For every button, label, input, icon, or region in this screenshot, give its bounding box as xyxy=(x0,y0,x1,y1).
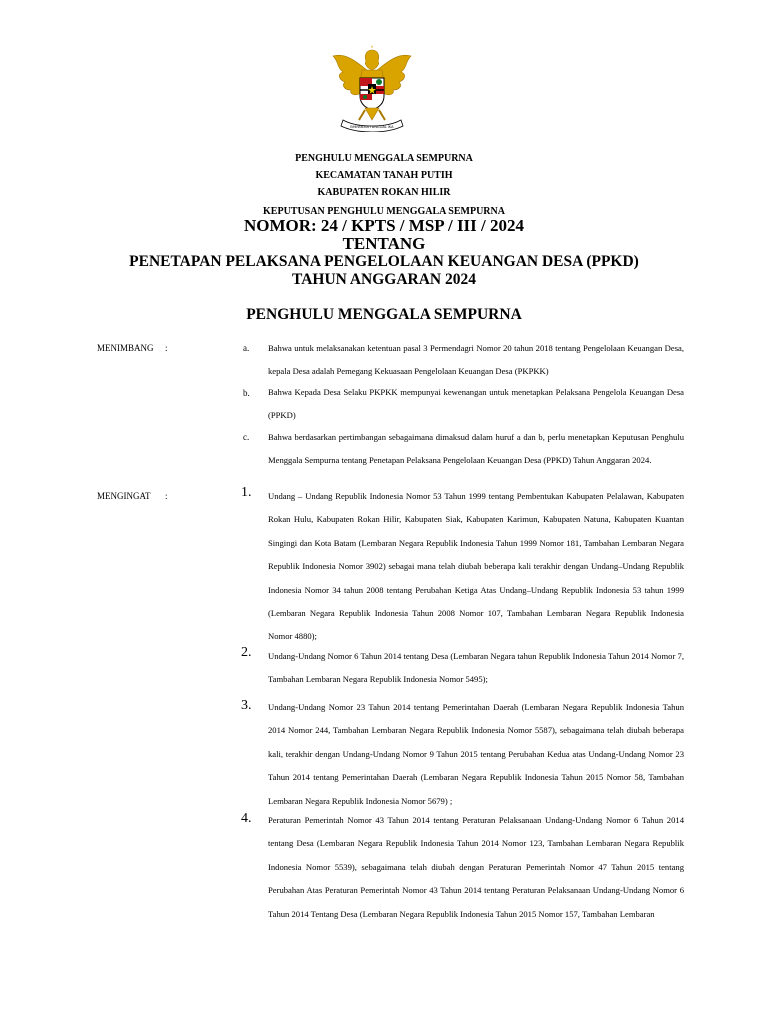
issuer-heading: PENGHULU MENGGALA SEMPURNA xyxy=(246,306,522,323)
garuda-pancasila-emblem-icon xyxy=(329,44,415,132)
header-regency: KABUPATEN ROKAN HILIR xyxy=(317,187,451,198)
mengingat-marker-1: 1. xyxy=(241,485,252,500)
decree-subject: PENETAPAN PELAKSANA PENGELOLAAN KEUANGAN DESA (PPKD) xyxy=(129,253,639,270)
decree-number: NOMOR: 24 / KPTS / MSP / III / 2024 xyxy=(243,216,525,235)
mengingat-item-1: Undang – Undang Republik Indonesia Nomor 53 Tahun 1999 tentang Pembentukan Kabupaten Pelalawan, Kabupaten Rokan Hulu, Kabupaten Rokan Hilir, Kabupaten Siak, Kabupaten Karimun, Kabupaten Natuna, Kabupaten Kuantan Singingi dan Kota Batam (Lembaran Negara Republik Indonesia Tahun 1999 Nomor 181, Tambahan Lembaran Negara Republik Indonesia Nomor 3902) sebagai mana telah diubah beberapa kali terakhir dengan Undang–Undang Republik Indonesia Nomor 34 tahun 2008 tentang Perubahan Ketiga Atas Undang–Undang Republik Indonesia 53 tahun 1999 (Lembaran Negara Republik Indonesia Tahun 2008 Nomor 107, Tambahan Lembaran Negara Republik Indonesia Nomor 4880); xyxy=(268,491,684,642)
mengingat-marker-3: 3. xyxy=(241,698,252,713)
tentang-heading: TENTANG xyxy=(342,234,426,253)
menimbang-label: MENIMBANG xyxy=(97,343,154,353)
mengingat-item-2: Undang-Undang Nomor 6 Tahun 2014 tentang Desa (Lembaran Negara tahun Republik Indonesia Tahun 2014 Nomor 7, Tambahan Lembaran Negara Republik Indonesia Nomor 5495); xyxy=(268,651,684,685)
motto-text: BHINNEKA TUNGGAL IKA xyxy=(350,125,394,129)
mengingat-marker-2: 2. xyxy=(241,645,252,660)
header-village: PENGHULU MENGGALA SEMPURNA xyxy=(295,153,473,164)
menimbang-marker-c: c. xyxy=(243,432,250,442)
menimbang-colon: : xyxy=(165,343,168,353)
mengingat-colon: : xyxy=(165,491,168,501)
mengingat-item-3: Undang-Undang Nomor 23 Tahun 2014 tentang Pemerintahan Daerah (Lembaran Negara Republik Indonesia Tahun 2014 Nomor 244, Tambahan Lembaran Negara Republik Indonesia Nomor 5587), sebagaimana telah diubah beberapa kali, terakhir dengan Undang-Undang Nomor 9 Tahun 2015 tentang Perubahan Kedua atas Undang-Undang Nomor 23 Tahun 2014 tentang Pemerintahan Daerah (Lembaran Negara Republik Indonesia Tahun 2015 Nomor 58, Tambahan Lembaran Negara Republik Indonesia Nomor 5679) ; xyxy=(268,702,684,806)
header-district: KECAMATAN TANAH PUTIH xyxy=(315,170,453,181)
menimbang-marker-a: a. xyxy=(243,343,250,353)
menimbang-marker-b: b. xyxy=(243,388,250,398)
decree-year: TAHUN ANGGARAN 2024 xyxy=(292,271,476,288)
menimbang-item-c: Bahwa berdasarkan pertimbangan sebagaimana dimaksud dalam huruf a dan b, perlu menetapkan Keputusan Penghulu Menggala Sempurna tentang Penetapan Pelaksana Pengelolaan Keuangan Desa (PPKD) Tahun Anggaran 2024. xyxy=(268,432,684,466)
mengingat-label: MENGINGAT xyxy=(97,491,151,501)
mengingat-marker-4: 4. xyxy=(241,811,252,826)
menimbang-item-a: Bahwa untuk melaksanakan ketentuan pasal 3 Permendagri Nomor 20 tahun 2018 tentang Pengelolaan Keuangan Desa, kepala Desa adalah Pemegang Kekuasaan Pengelolaan Keuangan Desa (PKPKK) xyxy=(268,343,684,377)
header-decree-title: KEPUTUSAN PENGHULU MENGGALA SEMPURNA xyxy=(263,206,505,217)
mengingat-item-4: Peraturan Pemerintah Nomor 43 Tahun 2014 tentang Peraturan Pelaksanaan Undang-Undang Nomor 6 Tahun 2014 tentang Desa (Lembaran Negara Republik Indonesia Tahun 2014 Nomor 123, Tambahan Lembaran Negara Republik Indonesia Nomor 5539), sebagaimana telah diubah dengan Peraturan Pemerintah Nomor 47 Tahun 2015 tentang Perubahan Atas Peraturan Pemerintah Nomor 43 Tahun 2014 tentang Peraturan Pelaksanaan Undang-Undang Nomor 6 Tahun 2014 Tentang Desa (Lembaran Negara Republik Indonesia Tahun 2015 Nomor 157, Tambahan Lembaran xyxy=(268,815,684,919)
menimbang-item-b: Bahwa Kepada Desa Selaku PKPKK mempunyai kewenangan untuk menetapkan Pelaksana Pengelola Keuangan Desa (PPKD) xyxy=(268,387,684,421)
